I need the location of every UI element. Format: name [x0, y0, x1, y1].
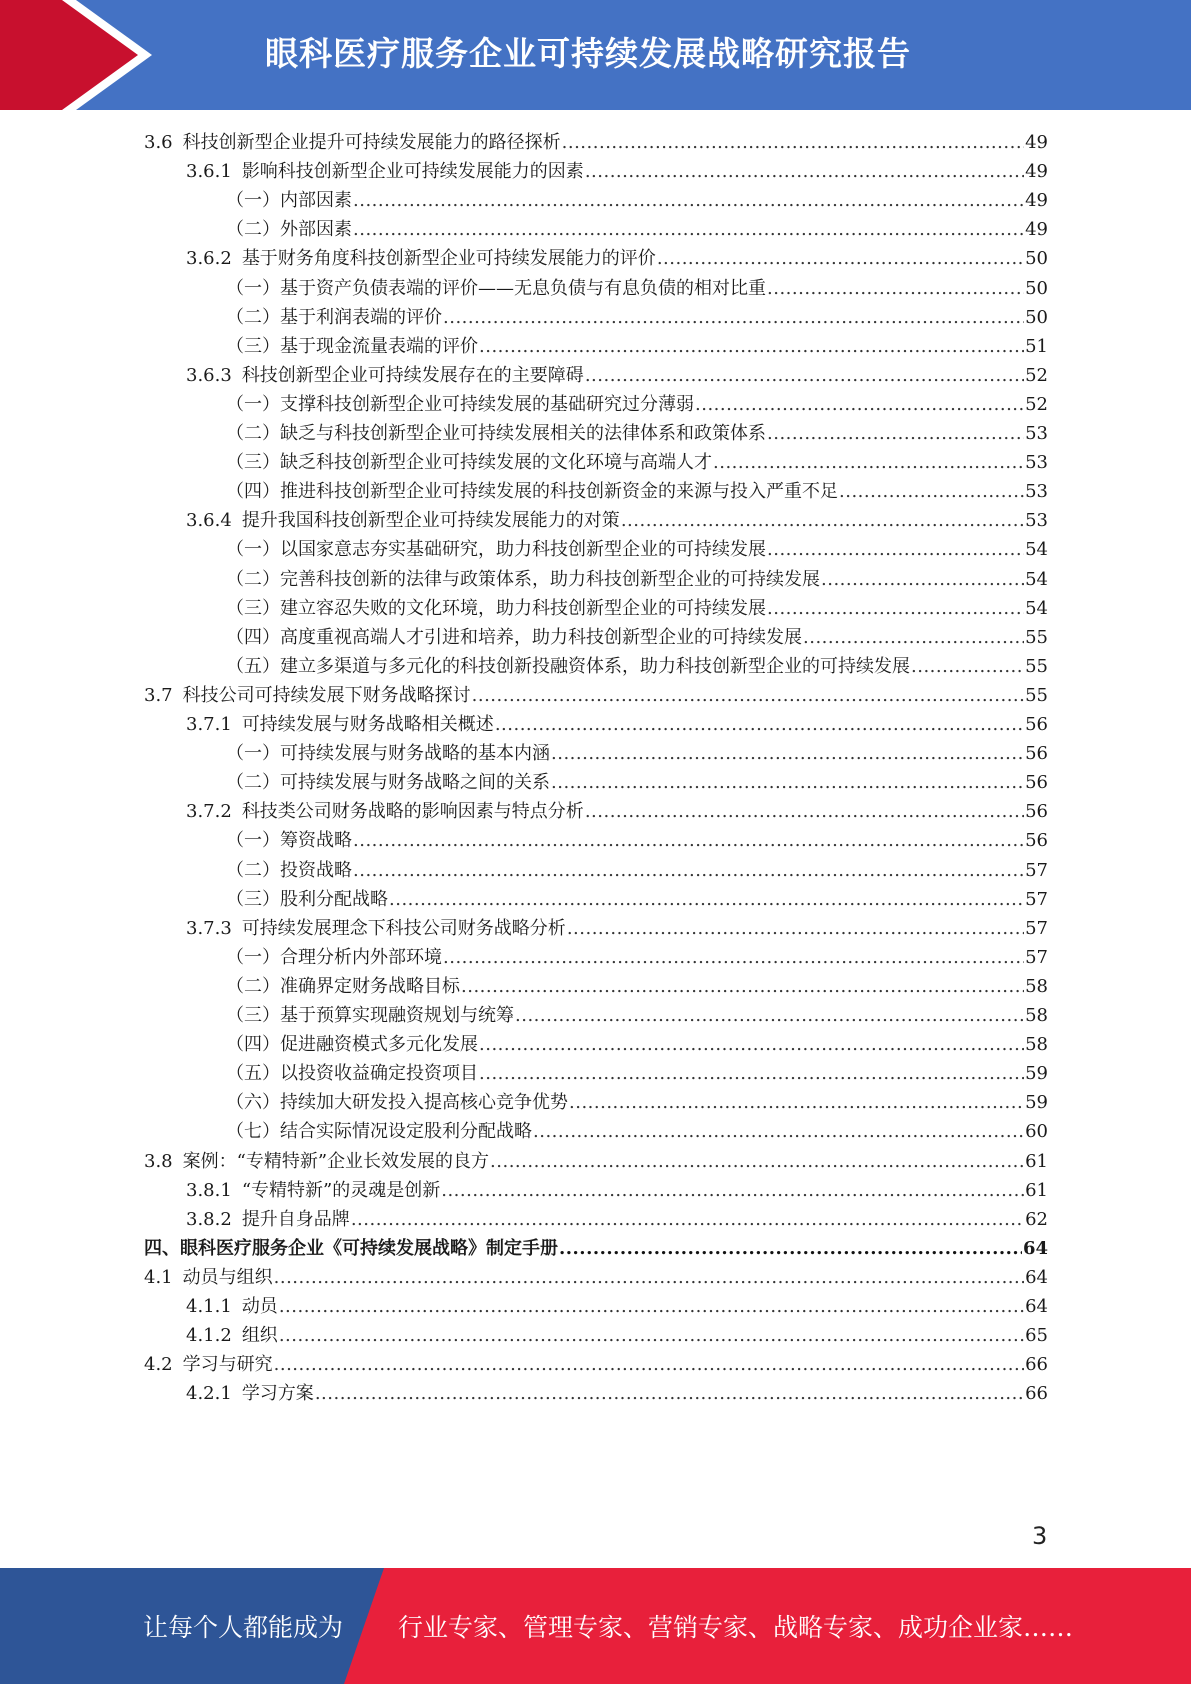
toc-dot-leader — [767, 418, 1024, 449]
toc-dot-leader — [353, 855, 1024, 886]
toc-entry[interactable] — [226, 447, 1048, 478]
toc-entry-title: （三）缺乏科技创新型企业可持续发展的文化环境与高端人才 — [226, 452, 712, 474]
toc-entry[interactable] — [226, 1116, 1048, 1147]
toc-entry-number: 3.6 — [144, 132, 173, 153]
toc-entry[interactable] — [186, 709, 1048, 740]
toc-entry-number: 3.6.4 — [186, 510, 232, 532]
toc-entry-title: （一）筹资战略 — [226, 830, 352, 852]
toc-entry-title: 提升我国科技创新型企业可持续发展能力的对策 — [241, 510, 620, 532]
toc-dot-leader — [569, 1087, 1024, 1118]
toc-entry-title: （一）可持续发展与财务战略的基本内涵 — [226, 743, 550, 765]
toc-entry-page: 59 — [1025, 1063, 1048, 1085]
toc-dot-leader — [389, 884, 1024, 915]
toc-entry-title: 影响科技创新型企业可持续发展能力的因素 — [241, 161, 584, 183]
toc-dot-leader — [911, 651, 1024, 682]
toc-entry-number: 3.6.3 — [186, 364, 232, 386]
toc-entry-title: （三）股利分配战略 — [226, 888, 388, 910]
footer-slogan-left: 让每个人都能成为 — [143, 1613, 344, 1642]
toc-dot-leader — [567, 913, 1024, 944]
toc-entry[interactable] — [226, 302, 1048, 333]
toc-entry-number: 4.1.2 — [186, 1325, 232, 1347]
toc-dot-leader — [353, 825, 1024, 856]
report-title: 眼科医疗服务企业可持续发展战略研究报告 — [265, 34, 911, 73]
toc-entry-title: 科技类公司财务战略的影响因素与特点分析 — [241, 801, 584, 823]
toc-dot-leader — [495, 709, 1024, 740]
toc-entry-page: 54 — [1025, 568, 1048, 590]
toc-entry[interactable] — [144, 1349, 1048, 1380]
toc-entry-title: 动员与组织 — [182, 1266, 273, 1288]
toc-entry-title: （三）基于现金流量表端的评价 — [226, 335, 478, 357]
toc-entry-title: （三）建立容忍失败的文化环境，助力科技创新型企业的可持续发展 — [226, 597, 766, 619]
toc-entry-title: 组织 — [241, 1325, 278, 1347]
toc-entry[interactable] — [226, 1029, 1048, 1060]
toc-entry-page: 66 — [1025, 1354, 1048, 1376]
toc-entry-number: 3.6.1 — [186, 161, 232, 183]
toc-entry-number: 4.1 — [144, 1266, 173, 1288]
toc-dot-leader — [479, 1029, 1024, 1060]
toc-entry-title: 学习方案 — [241, 1383, 314, 1405]
toc-entry[interactable] — [226, 214, 1048, 245]
toc-entry-page: 57 — [1025, 917, 1048, 939]
toc-entry-title: （六）持续加大研发投入提高核心竞争优势 — [226, 1092, 568, 1114]
toc-dot-leader — [695, 389, 1024, 420]
toc-entry-title: （二）基于利润表端的评价 — [226, 306, 442, 328]
toc-entry[interactable] — [186, 1378, 1048, 1409]
toc-dot-leader — [461, 971, 1024, 1002]
toc-entry-page: 58 — [1025, 1034, 1048, 1056]
toc-dot-leader — [490, 1146, 1024, 1177]
toc-entry-title: （二）缺乏与科技创新型企业可持续发展相关的法律体系和政策体系 — [226, 423, 766, 444]
toc-entry-title: （五）以投资收益确定投资项目 — [226, 1063, 478, 1085]
footer-slogan-right: 行业专家、管理专家、营销专家、战略专家、成功企业家…… — [398, 1613, 1074, 1642]
toc-entry-title: 提升自身品牌 — [241, 1208, 350, 1230]
toc-dot-leader — [351, 1204, 1024, 1235]
toc-dot-leader — [279, 1291, 1024, 1322]
toc-dot-leader — [353, 214, 1024, 245]
toc-entry-title: （七）结合实际情况设定股利分配战略 — [226, 1121, 532, 1143]
toc-entry-page: 55 — [1025, 655, 1048, 677]
toc-dot-leader — [585, 360, 1024, 391]
toc-entry[interactable] — [186, 913, 1048, 944]
toc-entry-page: 49 — [1025, 161, 1048, 183]
toc-entry[interactable] — [226, 564, 1048, 595]
toc-entry[interactable] — [144, 1262, 1048, 1293]
toc-entry-page: 59 — [1025, 1092, 1048, 1114]
toc-dot-leader — [443, 302, 1024, 333]
chevron-decoration — [0, 0, 150, 110]
toc-dot-leader — [274, 1262, 1024, 1293]
toc-entry-page: 53 — [1025, 423, 1048, 444]
toc-entry-number: 4.2 — [144, 1354, 173, 1376]
toc-entry[interactable] — [226, 884, 1048, 915]
toc-entry-title: （一）支撑科技创新型企业可持续发展的基础研究过分薄弱 — [226, 393, 694, 415]
toc-entry[interactable] — [186, 505, 1048, 536]
toc-entry-title: （二）完善科技创新的法律与政策体系，助力科技创新型企业的可持续发展 — [226, 568, 820, 590]
toc-entry-page: 52 — [1025, 393, 1048, 415]
toc-dot-leader — [551, 767, 1024, 798]
toc-dot-leader — [562, 127, 1024, 158]
toc-entry-page: 58 — [1025, 975, 1048, 997]
toc-entry-page: 65 — [1025, 1325, 1048, 1347]
toc-entry-title: （一）基于资产负债表端的评价——无息负债与有息负债的相对比重 — [226, 277, 766, 299]
toc-entry[interactable] — [186, 1204, 1048, 1235]
toc-entry-number: 3.8 — [144, 1150, 173, 1172]
toc-entry-number: 3.6.2 — [186, 248, 232, 270]
toc-entry-page: 54 — [1025, 539, 1048, 561]
toc-entry-title: 基于财务角度科技创新型企业可持续发展能力的评价 — [241, 248, 656, 270]
toc-entry-title: （三）基于预算实现融资规划与统筹 — [226, 1005, 514, 1026]
toc-entry-page: 64 — [1025, 1266, 1048, 1288]
toc-entry[interactable] — [226, 185, 1048, 216]
toc-entry-page: 50 — [1025, 248, 1048, 270]
toc-dot-leader — [621, 505, 1024, 536]
page-number: 3 — [1032, 1522, 1048, 1550]
toc-entry-page: 62 — [1025, 1208, 1048, 1230]
toc-entry-title: 四、眼科医疗服务企业《可持续发展战略》制定手册 — [144, 1237, 558, 1259]
toc-entry-page: 64 — [1025, 1296, 1048, 1317]
toc-entry[interactable] — [226, 825, 1048, 856]
toc-entry-number: 3.7.1 — [186, 714, 232, 735]
toc-entry[interactable] — [186, 243, 1048, 274]
toc-entry-title: 学习与研究 — [182, 1354, 273, 1376]
toc-entry[interactable] — [144, 1146, 1048, 1177]
toc-entry-page: 49 — [1025, 190, 1048, 212]
toc-entry-page: 57 — [1025, 859, 1048, 881]
toc-entry-title: （二）可持续发展与财务战略之间的关系 — [226, 772, 550, 794]
toc-entry-title: （一）内部因素 — [226, 190, 352, 212]
toc-entry[interactable] — [186, 360, 1048, 391]
toc-entry-title: （一）以国家意志夯实基础研究，助力科技创新型企业的可持续发展 — [226, 539, 766, 561]
toc-dot-leader — [479, 1058, 1024, 1089]
toc-entry[interactable] — [226, 767, 1048, 798]
toc-dot-leader — [821, 564, 1024, 595]
toc-entry-page: 56 — [1025, 830, 1048, 852]
toc-entry-title: “专精特新”的灵魂是创新 — [241, 1179, 441, 1201]
toc-dot-leader — [551, 738, 1024, 769]
toc-entry-page: 56 — [1025, 714, 1048, 735]
toc-entry-page: 49 — [1025, 132, 1048, 153]
toc-entry-title: （四）高度重视高端人才引进和培养，助力科技创新型企业的可持续发展 — [226, 626, 802, 648]
toc-entry-page: 61 — [1025, 1179, 1048, 1201]
toc-dot-leader — [767, 534, 1024, 565]
toc-entry-title: （二）外部因素 — [226, 219, 352, 241]
toc-entry-title: 案例：“专精特新”企业长效发展的良方 — [182, 1150, 490, 1172]
toc-entry-page: 58 — [1025, 1005, 1048, 1026]
toc-entry[interactable] — [226, 1087, 1048, 1118]
toc-entry[interactable] — [226, 1058, 1048, 1089]
toc-entry-title: （一）合理分析内外部环境 — [226, 946, 442, 968]
toc-entry-number: 4.1.1 — [186, 1296, 232, 1317]
toc-entry-number: 3.7 — [144, 684, 173, 706]
toc-entry[interactable] — [226, 476, 1048, 507]
toc-dot-leader — [585, 796, 1024, 827]
toc-dot-leader — [657, 243, 1024, 274]
toc-entry-page: 61 — [1025, 1150, 1048, 1172]
toc-entry-page: 55 — [1025, 626, 1048, 648]
toc-entry-page: 60 — [1025, 1121, 1048, 1143]
toc-entry-number: 4.2.1 — [186, 1383, 232, 1405]
toc-entry[interactable] — [226, 622, 1048, 653]
toc-entry-number: 3.7.3 — [186, 917, 232, 939]
toc-dot-leader — [443, 942, 1024, 973]
toc-entry[interactable] — [226, 942, 1048, 973]
toc-entry[interactable] — [186, 1320, 1048, 1351]
toc-entry-page: 56 — [1025, 801, 1048, 823]
toc-entry[interactable] — [226, 855, 1048, 886]
toc-entry[interactable] — [226, 738, 1048, 769]
toc-entry[interactable] — [186, 1291, 1048, 1322]
toc-entry-title: 动员 — [241, 1296, 278, 1317]
toc-entry-page: 56 — [1025, 772, 1048, 794]
toc-entry[interactable] — [226, 971, 1048, 1002]
toc-dot-leader — [767, 273, 1024, 304]
toc-dot-leader — [713, 447, 1024, 478]
toc-entry[interactable] — [226, 331, 1048, 362]
toc-entry[interactable] — [144, 127, 1048, 158]
toc-entry-title: （四）推进科技创新型企业可持续发展的科技创新资金的来源与投入严重不足 — [226, 481, 838, 503]
toc-entry-page: 54 — [1025, 597, 1048, 619]
toc-dot-leader — [315, 1378, 1024, 1409]
toc-entry-title: 可持续发展与财务战略相关概述 — [241, 714, 494, 735]
toc-entry-page: 51 — [1025, 335, 1048, 357]
toc-entry-title: 科技公司可持续发展下财务战略探讨 — [182, 684, 471, 706]
toc-entry-title: （五）建立多渠道与多元化的科技创新投融资体系，助力科技创新型企业的可持续发展 — [226, 655, 910, 677]
toc-entry-page: 53 — [1025, 452, 1048, 474]
toc-entry-page: 53 — [1025, 481, 1048, 503]
toc-entry[interactable] — [186, 796, 1048, 827]
toc-entry[interactable] — [226, 389, 1048, 420]
toc-entry-number: 3.7.2 — [186, 801, 232, 823]
toc-entry[interactable] — [226, 1000, 1048, 1031]
toc-dot-leader — [472, 680, 1024, 711]
toc-entry-page: 56 — [1025, 743, 1048, 765]
toc-entry-page: 66 — [1025, 1383, 1048, 1405]
toc-entry-page: 50 — [1025, 277, 1048, 299]
toc-entry-title: 科技创新型企业提升可持续发展能力的路径探析 — [182, 132, 561, 153]
toc-entry[interactable] — [186, 156, 1048, 187]
toc-entry[interactable] — [144, 1233, 1048, 1264]
toc-entry-title: 可持续发展理念下科技公司财务战略分析 — [241, 917, 566, 939]
toc-entry-title: （四）促进融资模式多元化发展 — [226, 1034, 478, 1056]
toc-entry[interactable] — [144, 680, 1048, 711]
toc-entry-number: 3.8.1 — [186, 1179, 232, 1201]
toc-dot-leader — [559, 1233, 1022, 1264]
toc-entry[interactable] — [226, 651, 1048, 682]
toc-entry-page: 64 — [1022, 1237, 1048, 1259]
toc-dot-leader — [803, 622, 1024, 653]
toc-dot-leader — [279, 1320, 1024, 1351]
toc-dot-leader — [839, 476, 1024, 507]
toc-dot-leader — [515, 1000, 1024, 1031]
toc-entry[interactable] — [226, 273, 1048, 304]
toc-entry-page: 52 — [1025, 364, 1048, 386]
toc-entry[interactable] — [226, 593, 1048, 624]
toc-entry-title: （二）投资战略 — [226, 859, 352, 881]
toc-entry-title: （二）准确界定财务战略目标 — [226, 975, 460, 997]
toc-dot-leader — [441, 1175, 1024, 1206]
toc-entry-page: 55 — [1025, 684, 1048, 706]
page-header — [0, 0, 1191, 110]
toc-entry[interactable] — [186, 1175, 1048, 1206]
toc-dot-leader — [585, 156, 1024, 187]
toc-entry[interactable] — [226, 418, 1048, 449]
page-footer — [0, 1568, 1191, 1684]
toc-entry-page: 57 — [1025, 888, 1048, 910]
toc-dot-leader — [274, 1349, 1024, 1380]
toc-dot-leader — [533, 1116, 1024, 1147]
toc-entry-page: 57 — [1025, 946, 1048, 968]
toc-entry-page: 50 — [1025, 306, 1048, 328]
toc-dot-leader — [353, 185, 1024, 216]
toc-entry-title: 科技创新型企业可持续发展存在的主要障碍 — [241, 364, 584, 386]
toc-entry-page: 53 — [1025, 510, 1048, 532]
toc-dot-leader — [767, 593, 1024, 624]
toc-dot-leader — [479, 331, 1024, 362]
toc-entry-page: 49 — [1025, 219, 1048, 241]
toc-entry[interactable] — [226, 534, 1048, 565]
toc-entry-number: 3.8.2 — [186, 1208, 232, 1230]
